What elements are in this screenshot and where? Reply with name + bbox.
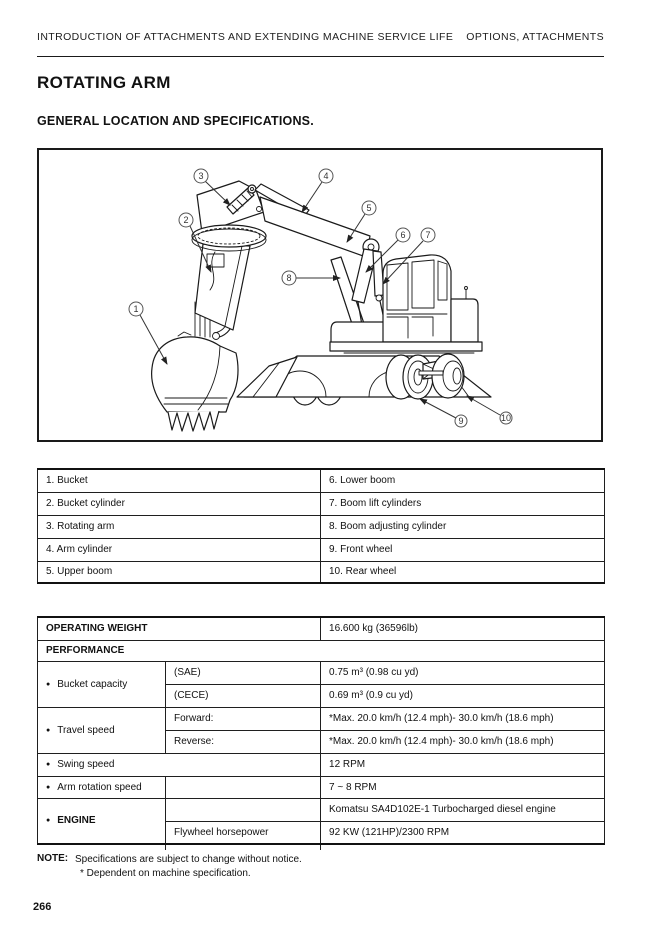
spec-value-cell: 92 KW (121HP)/2300 RPM [321, 821, 605, 844]
part-cell: 10. Rear wheel [321, 561, 605, 583]
spec-sublabel-cell: Reverse: [166, 730, 321, 753]
spec-sublabel-cell: (CECE) [166, 684, 321, 707]
svg-text:9: 9 [458, 416, 464, 426]
page-title: ROTATING ARM [37, 73, 171, 92]
svg-text:5: 5 [366, 203, 372, 213]
excavator-figure [37, 148, 603, 442]
callout-8 [282, 271, 296, 285]
callout-4 [319, 169, 333, 183]
bullet-icon: ● [46, 726, 51, 734]
bullet-icon: ● [46, 783, 51, 791]
table-line-stub [165, 845, 166, 850]
upper-boom [260, 197, 379, 257]
bullet-icon: ● [46, 817, 51, 825]
page-number: 266 [33, 901, 52, 913]
callout-6 [396, 228, 410, 242]
specifications-table [37, 616, 604, 845]
part-cell: 6. Lower boom [321, 469, 605, 492]
svg-text:4: 4 [323, 171, 329, 181]
header-rule [37, 56, 604, 57]
bullet-icon: ● [46, 680, 51, 688]
spec-value-cell: 0.75 m³ (0.98 cu yd) [321, 661, 605, 684]
callout-5 [362, 201, 376, 215]
header-right-text: OPTIONS, ATTACHMENTS [466, 31, 604, 43]
note-line-2: * Dependent on machine specification. [80, 868, 251, 879]
page-header [37, 31, 604, 43]
svg-text:8: 8 [286, 273, 292, 283]
part-cell: 5. Upper boom [38, 561, 321, 583]
table-line-stub [320, 845, 321, 850]
note-block [37, 853, 302, 881]
spec-label-cell: ● Arm rotation speed [38, 776, 166, 798]
bucket [152, 332, 238, 431]
callout-10 [500, 412, 512, 424]
section-subtitle: GENERAL LOCATION AND SPECIFICATIONS. [37, 114, 314, 128]
part-cell: 2. Bucket cylinder [38, 492, 321, 515]
svg-text:3: 3 [198, 171, 204, 181]
callout-3 [194, 169, 208, 183]
spec-value-cell: 0.69 m³ (0.9 cu yd) [321, 684, 605, 707]
callout-2 [179, 213, 193, 227]
svg-text:1: 1 [133, 304, 139, 314]
spec-label-cell: ● Swing speed [38, 753, 321, 776]
svg-text:2: 2 [183, 215, 189, 225]
note-label: NOTE: [37, 853, 69, 864]
bullet-icon: ● [46, 761, 51, 768]
part-cell: 7. Boom lift cylinders [321, 492, 605, 515]
spec-sublabel-cell: (SAE) [166, 661, 321, 684]
spec-label-cell: OPERATING WEIGHT [38, 617, 321, 640]
svg-text:10: 10 [500, 413, 512, 423]
spec-value-cell: 12 RPM [321, 753, 605, 776]
part-cell: 8. Boom adjusting cylinder [321, 515, 605, 538]
spec-label-cell: ● Bucket capacity [38, 661, 166, 707]
callout-1 [129, 302, 143, 316]
spec-value-cell: Komatsu SA4D102E-1 Turbocharged diesel engine [321, 798, 605, 821]
part-cell: 9. Front wheel [321, 538, 605, 561]
parts-legend-table [37, 468, 604, 584]
header-left-text: INTRODUCTION OF ATTACHMENTS AND EXTENDING MACHINE SERVICE LIFE [37, 31, 454, 43]
callout-7 [421, 228, 435, 242]
note-line-1: Specifications are subject to change without notice. [75, 854, 302, 865]
spec-value-cell: *Max. 20.0 km/h (12.4 mph)- 30.0 km/h (18.6 mph) [321, 730, 605, 753]
spec-label-cell: ● ENGINE [38, 798, 166, 844]
svg-text:7: 7 [425, 230, 431, 240]
spec-sublabel-cell: Forward: [166, 707, 321, 730]
callout-9 [455, 415, 467, 427]
spec-sublabel-cell-empty [166, 798, 321, 821]
spec-value-cell: 7 ~ 8 RPM [321, 776, 605, 798]
spec-label-cell: ● Travel speed [38, 707, 166, 753]
note-lines [75, 853, 302, 881]
spec-sublabel-cell: Flywheel horsepower [166, 821, 321, 844]
spec-value-cell: 16.600 kg (36596lb) [321, 617, 605, 640]
part-cell: 3. Rotating arm [38, 515, 321, 538]
part-cell: 4. Arm cylinder [38, 538, 321, 561]
excavator-diagram [39, 150, 601, 440]
spec-value-cell: *Max. 20.0 km/h (12.4 mph)- 30.0 km/h (18.6 mph) [321, 707, 605, 730]
spec-sublabel-cell-empty [166, 776, 321, 798]
part-cell: 1. Bucket [38, 469, 321, 492]
svg-text:6: 6 [400, 230, 406, 240]
spec-section-cell: PERFORMANCE [38, 640, 605, 661]
